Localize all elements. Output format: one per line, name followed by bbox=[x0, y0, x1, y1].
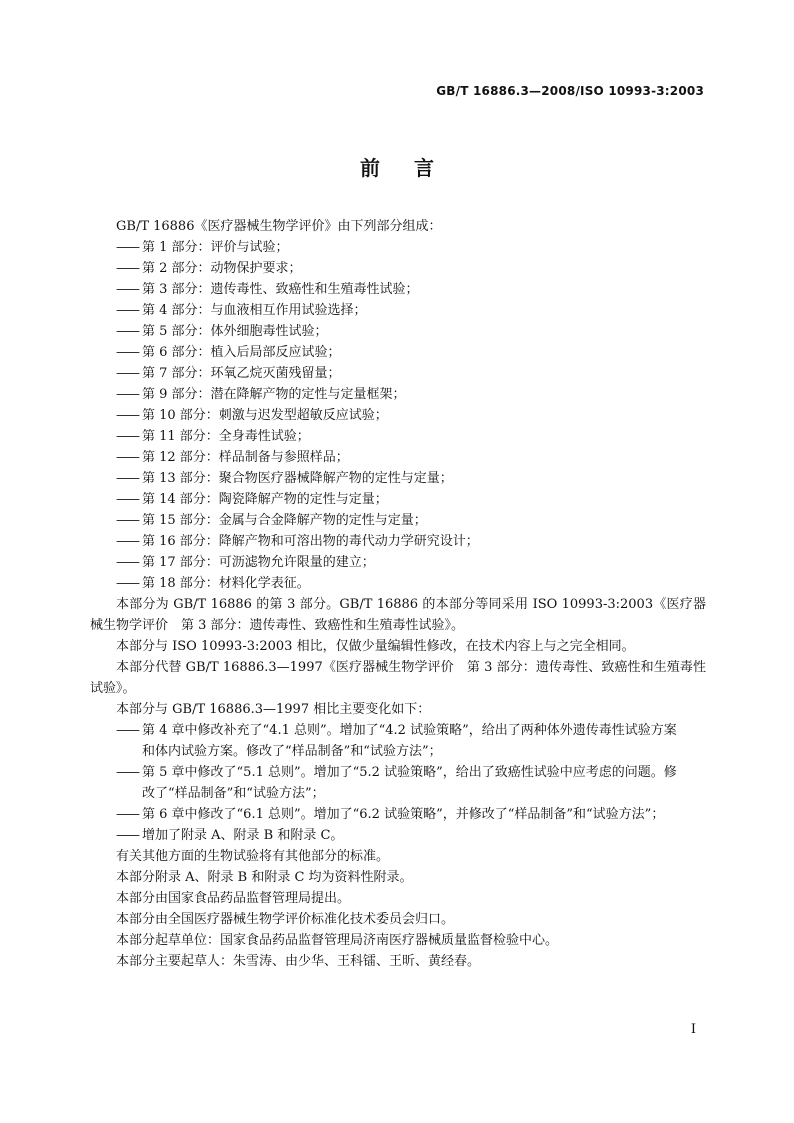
dash-marker: —— bbox=[116, 513, 138, 528]
list-item: —— 第 5 部分：体外细胞毒性试验； bbox=[90, 321, 706, 342]
list-item: —— 第 12 部分：样品制备与参照样品； bbox=[90, 447, 706, 468]
dash-marker: —— bbox=[116, 261, 138, 276]
intro-paragraph: GB/T 16886《医疗器械生物学评价》由下列部分组成： bbox=[116, 219, 442, 234]
list-item: —— 第 4 部分：与血液相互作用试验选择； bbox=[90, 300, 706, 321]
drafting-unit-paragraph: 本部分起草单位：国家食品药品监督管理局济南医疗器械质量监督检验中心。 bbox=[116, 933, 559, 948]
list-item: —— 第 7 部分：环氧乙烷灭菌残留量； bbox=[90, 363, 706, 384]
dash-marker: —— bbox=[116, 471, 138, 486]
list-item: —— 第 6 章中修改了“6.1 总则”。增加了“6.2 试验策略”，并修改了“样品制备”和“试验方法”； bbox=[90, 804, 706, 825]
list-item: —— 第 6 部分：植入后局部反应试验； bbox=[90, 342, 706, 363]
drafters-paragraph: 本部分主要起草人：朱雪涛、由少华、王科镭、王昕、黄经春。 bbox=[116, 954, 481, 969]
list-item-continuation: 改了“样品制备”和“试验方法”； bbox=[142, 786, 325, 801]
list-item: —— 第 9 部分：潜在降解产物的定性与定量框架； bbox=[90, 384, 706, 405]
dash-marker: —— bbox=[116, 555, 138, 570]
dash-marker: —— bbox=[116, 765, 138, 780]
dash-marker: —— bbox=[116, 345, 138, 360]
replacement-paragraph: 本部分代替 GB/T 16886.3—1997《医疗器械生物学评价 第 3 部分：遗传毒性、致癌性和生殖毒性试验》。 bbox=[90, 660, 706, 696]
dash-marker: —— bbox=[116, 576, 138, 591]
dash-marker: —— bbox=[116, 324, 138, 339]
closing-paragraph: 有关其他方面的生物试验将有其他部分的标准。 bbox=[116, 849, 390, 864]
changes-list bbox=[90, 720, 706, 846]
list-item: —— 第 2 部分：动物保护要求； bbox=[90, 258, 706, 279]
standard-identifier: GB/T 16886.3—2008/ISO 10993-3:2003 bbox=[436, 84, 704, 98]
dash-marker: —— bbox=[116, 492, 138, 507]
page-title: 前言 bbox=[360, 156, 468, 180]
dash-marker: —— bbox=[116, 723, 138, 738]
foreword-body bbox=[90, 216, 706, 972]
dash-marker: —— bbox=[116, 240, 138, 255]
list-item: —— 增加了附录 A、附录 B 和附录 C。 bbox=[90, 825, 706, 846]
list-item: —— 第 5 章中修改了“5.1 总则”。增加了“5.2 试验策略”，给出了致癌性试验中应考虑的问题。修 bbox=[90, 762, 706, 783]
list-item: —— 第 15 部分：金属与合金降解产物的定性与定量； bbox=[90, 510, 706, 531]
closing-paragraph: 本部分由全国医疗器械生物学评价标准化技术委员会归口。 bbox=[116, 912, 455, 927]
scope-paragraph: 本部分为 GB/T 16886 的第 3 部分。GB/T 16886 的本部分等同采用 ISO 10993-3:2003《医疗器械生物学评价 第 3 部分：遗传毒性、致癌性和生殖毒性试验》。 bbox=[90, 597, 706, 633]
changes-intro-paragraph: 本部分与 GB/T 16886.3—1997 相比主要变化如下： bbox=[116, 702, 431, 717]
list-item: —— 第 3 部分：遗传毒性、致癌性和生殖毒性试验； bbox=[90, 279, 706, 300]
dash-marker: —— bbox=[116, 534, 138, 549]
dash-marker: —— bbox=[116, 366, 138, 381]
list-item: —— 第 16 部分：降解产物和可溶出物的毒代动力学研究设计； bbox=[90, 531, 706, 552]
closing-paragraph: 本部分附录 A、附录 B 和附录 C 均为资料性附录。 bbox=[116, 870, 413, 885]
dash-marker: —— bbox=[116, 408, 138, 423]
closing-paragraph: 本部分由国家食品药品监督管理局提出。 bbox=[116, 891, 351, 906]
parts-list bbox=[90, 237, 706, 594]
dash-marker: —— bbox=[116, 450, 138, 465]
page-number: I bbox=[690, 1022, 696, 1037]
list-item: —— 第 14 部分：陶瓷降解产物的定性与定量； bbox=[90, 489, 706, 510]
list-item: —— 第 17 部分：可沥滤物允许限量的建立； bbox=[90, 552, 706, 573]
list-item: —— 第 13 部分：聚合物医疗器械降解产物的定性与定量； bbox=[90, 468, 706, 489]
dash-marker: —— bbox=[116, 387, 138, 402]
list-item: —— 第 18 部分：材料化学表征。 bbox=[90, 573, 706, 594]
list-item-continuation: 和体内试验方案。修改了“样品制备”和“试验方法”； bbox=[142, 744, 442, 759]
list-item: —— 第 10 部分：刺激与迟发型超敏反应试验； bbox=[90, 405, 706, 426]
dash-marker: —— bbox=[116, 303, 138, 318]
dash-marker: —— bbox=[116, 828, 138, 843]
dash-marker: —— bbox=[116, 807, 138, 822]
dash-marker: —— bbox=[116, 282, 138, 297]
list-item: —— 第 11 部分：全身毒性试验； bbox=[90, 426, 706, 447]
comparison-paragraph: 本部分与 ISO 10993-3:2003 相比，仅做少量编辑性修改，在技术内容上与之完全相同。 bbox=[116, 639, 635, 654]
dash-marker: —— bbox=[116, 429, 138, 444]
list-item: —— 第 4 章中修改补充了“4.1 总则”。增加了“4.2 试验策略”，给出了两种体外遗传毒性试验方案 bbox=[90, 720, 706, 741]
list-item: —— 第 1 部分：评价与试验； bbox=[90, 237, 706, 258]
